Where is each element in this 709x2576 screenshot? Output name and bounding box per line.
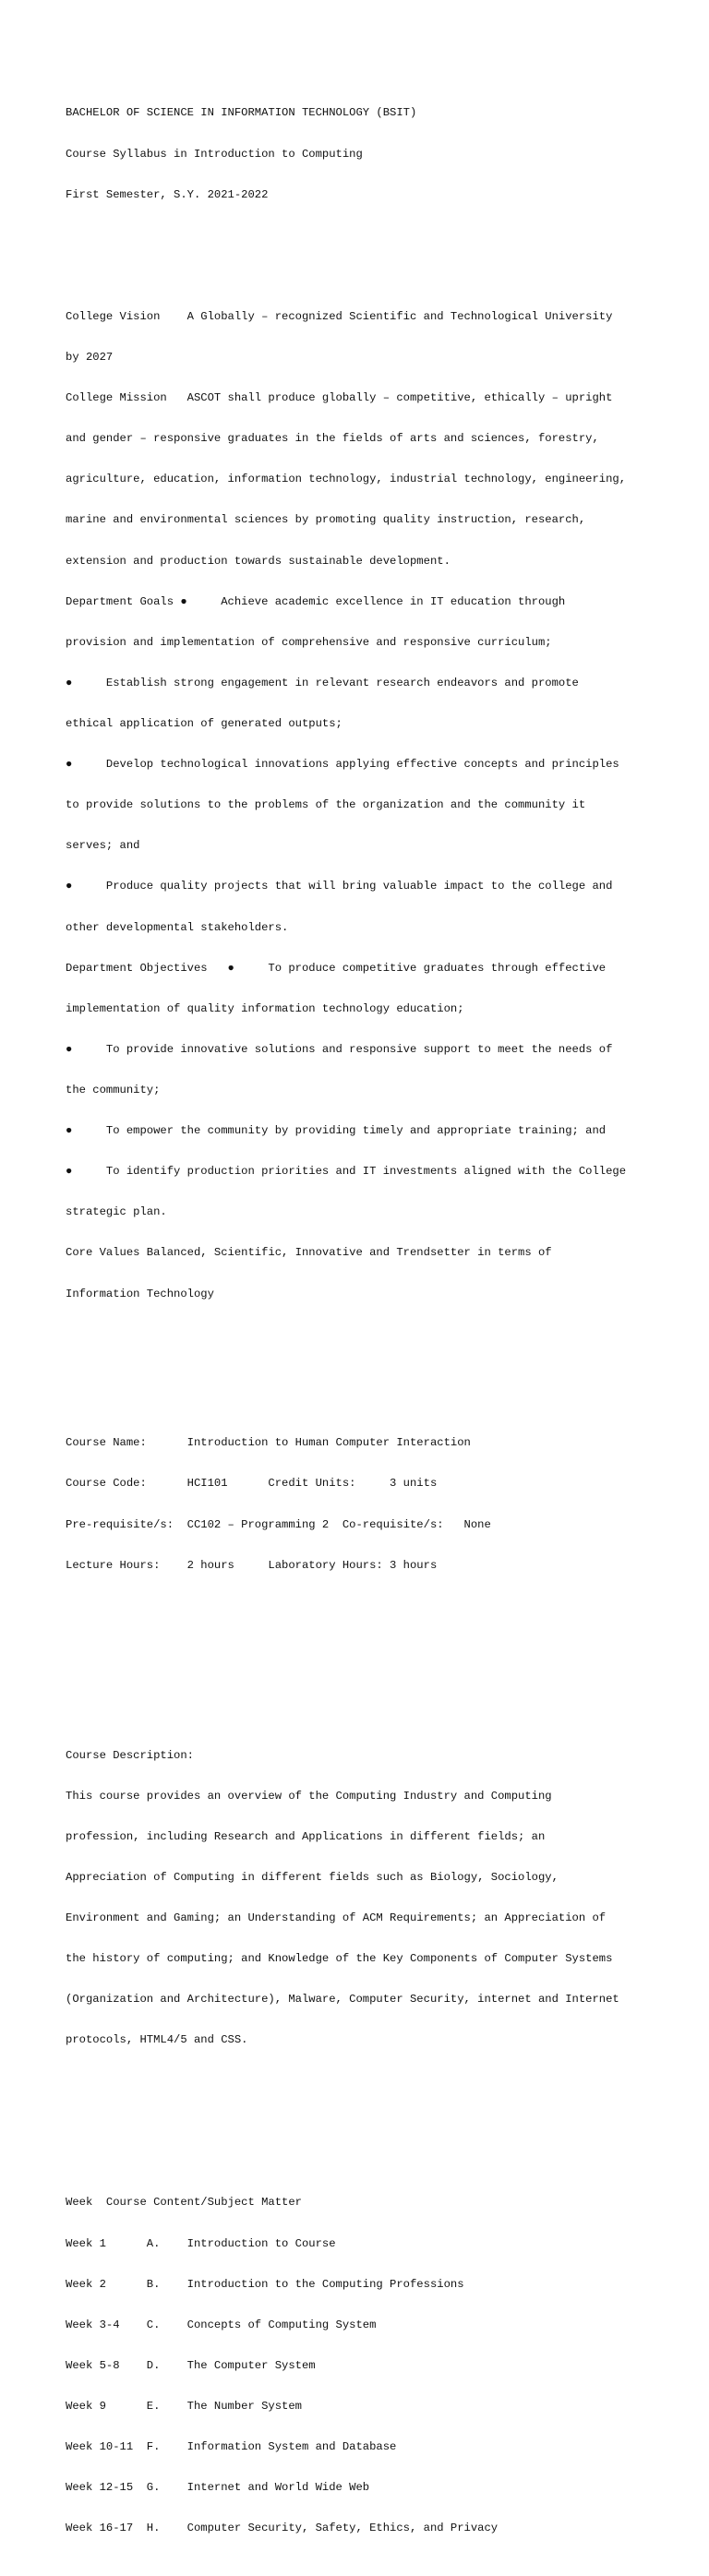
schedule-row: Week 10-11 F. Information System and Database (66, 2440, 397, 2454)
vm-line: and gender – responsive graduates in the fields of arts and sciences, forestry, (66, 432, 599, 446)
course-title: Course Syllabus in Introduction to Computing (66, 147, 363, 161)
vm-line: provision and implementation of comprehensive and responsive curriculum; (66, 635, 552, 649)
semester-line: First Semester, S.Y. 2021-2022 (66, 187, 269, 201)
program-title: BACHELOR OF SCIENCE IN INFORMATION TECHNOLOGY (BSIT) (66, 106, 417, 120)
vm-line: Department Goals ● Achieve academic excellence in IT education through (66, 594, 566, 608)
description-line: the history of computing; and Knowledge of the Key Components of Computer Systems (66, 1952, 613, 1966)
vm-line: ● Establish strong engagement in relevant research endeavors and promote (66, 676, 579, 689)
vm-line: Core Values Balanced, Scientific, Innovative and Trendsetter in terms of (66, 1246, 552, 1260)
description-line: This course provides an overview of the Computing Industry and Computing (66, 1789, 552, 1803)
vm-line: ethical application of generated outputs; (66, 717, 342, 731)
description-line: (Organization and Architecture), Malware, Computer Security, internet and Internet (66, 1993, 619, 2007)
vm-line: implementation of quality information technology education; (66, 1001, 464, 1015)
spacer (66, 1626, 656, 1681)
vm-line: the community; (66, 1084, 161, 1097)
vm-line: serves; and (66, 839, 140, 853)
schedule-row: Week 2 B. Introduction to the Computing Professions (66, 2277, 464, 2291)
vm-line: strategic plan. (66, 1205, 167, 1219)
vision-mission-section (66, 283, 656, 1328)
vm-line: to provide solutions to the problems of the organization and the community it (66, 798, 586, 812)
course-info-section (66, 1409, 656, 1600)
schedule-row: Week 1 A. Introduction to Course (66, 2236, 336, 2250)
vm-line: other developmental stakeholders. (66, 920, 289, 934)
vm-line: by 2027 (66, 351, 114, 365)
description-line: Appreciation of Computing in different fields such as Biology, Sociology, (66, 1870, 559, 1884)
spacer (66, 1355, 656, 1369)
vm-line: ● Develop technological innovations applying effective concepts and principles (66, 758, 619, 772)
schedule-heading: Week Course Content/Subject Matter (66, 2196, 302, 2210)
vm-line: Department Objectives ● To produce competitive graduates through effective (66, 961, 607, 975)
course-name-line: Course Name: Introduction to Human Computer Interaction (66, 1436, 471, 1450)
spacer (66, 2102, 656, 2128)
vm-line: extension and production towards sustainable development. (66, 554, 451, 568)
schedule-row: Week 9 E. The Number System (66, 2399, 302, 2413)
vm-line: marine and environmental sciences by promoting quality instruction, research, (66, 513, 586, 527)
vm-line: ● To identify production priorities and IT investments aligned with the College (66, 1165, 627, 1179)
spacer (66, 229, 656, 243)
schedule-section (66, 2169, 656, 2562)
vm-line: Information Technology (66, 1287, 214, 1300)
description-line: protocols, HTML4/5 and CSS. (66, 2033, 248, 2047)
course-description-section (66, 1721, 656, 2074)
schedule-row: Week 12-15 G. Internet and World Wide Web (66, 2481, 370, 2495)
vm-line: College Vision A Globally – recognized Scientific and Technological University (66, 309, 613, 323)
vm-line: ● To provide innovative solutions and responsive support to meet the needs of (66, 1042, 613, 1056)
description-heading: Course Description: (66, 1748, 194, 1762)
vm-line: College Mission ASCOT shall produce globally – competitive, ethically – upright (66, 391, 613, 405)
vm-line: ● Produce quality projects that will bring valuable impact to the college and (66, 880, 613, 893)
schedule-row: Week 5-8 D. The Computer System (66, 2358, 316, 2372)
vm-line: agriculture, education, information technology, industrial technology, engineering, (66, 473, 627, 486)
course-code-line: Course Code: HCI101 Credit Units: 3 units (66, 1477, 438, 1491)
syllabus-document (66, 79, 656, 2576)
description-line: profession, including Research and Applications in different fields; an (66, 1829, 546, 1843)
prerequisite-line: Pre-requisite/s: CC102 – Programming 2 Co-requisite/s: None (66, 1517, 491, 1531)
schedule-row: Week 16-17 H. Computer Security, Safety, Ethics, and Privacy (66, 2522, 499, 2535)
hours-line: Lecture Hours: 2 hours Laboratory Hours: 3 hours (66, 1558, 438, 1572)
vm-line: ● To empower the community by providing timely and appropriate training; and (66, 1124, 607, 1138)
description-line: Environment and Gaming; an Understanding of ACM Requirements; an Appreciation of (66, 1911, 607, 1925)
schedule-row: Week 3-4 C. Concepts of Computing System (66, 2318, 377, 2331)
